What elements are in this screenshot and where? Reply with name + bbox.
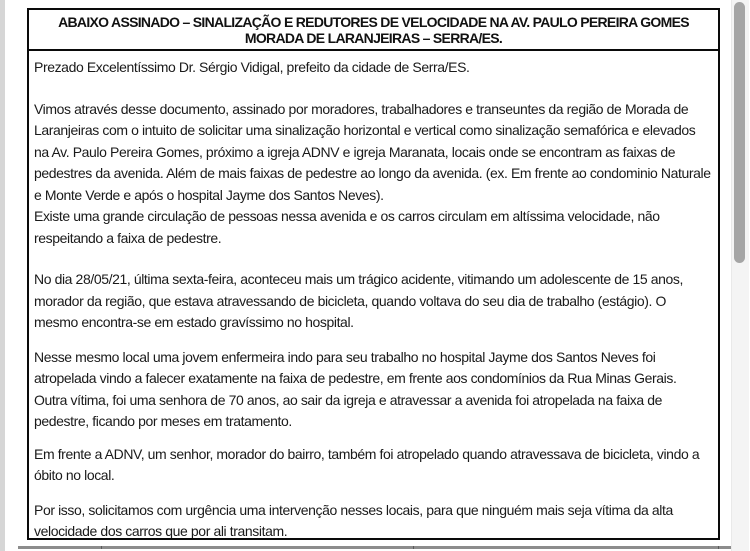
petition-document (27, 8, 720, 540)
document-body (29, 51, 718, 540)
table-column-divider (718, 546, 719, 549)
scrollbar[interactable] (731, 0, 749, 551)
signature-table-top-edge (18, 546, 748, 549)
paragraph-closing: Por isso, solicitamos com urgência uma intervenção nesses locais, para que ninguém mais seja vítima da alta velocidade dos carros que por ali transitam. (34, 501, 673, 539)
paragraph-circulation: Existe uma grande circulação de pessoas nessa avenida e os carros circulam em altíssima velocidade, não respeitando a faixa de pedestre. (34, 208, 660, 246)
paragraph-accident-man: Em frente a ADNV, um senhor, morador do bairro, também foi atropelado quando atravessava de bicicleta, vindo a óbito no local. (34, 445, 700, 483)
scrollbar-thumb[interactable] (734, 2, 745, 263)
title-line-2: MORADA DE LARANJEIRAS – SERRA/ES. (244, 30, 503, 46)
paragraph-request: Vimos através desse documento, assinado por moradores, trabalhadores e transeuntes da região de Morada de Laranjeiras com o intuito de solicitar uma sinalização horizontal e vertical como sinalização semafórica e elevados na Av. Paulo Pereira Gomes, próximo a igreja ADNV e igreja Maranata, locais onde se encontram as faixas de pedestres da avenida. Além de mais faixas de pedestre ao longo da avenida. (ex. Em frente ao condominio Naturale e Monte Verde e após o hospital Jayme dos Santos Neves). (34, 100, 711, 203)
paragraph-accident-nurse: Nesse mesmo local uma jovem enfermeira indo para seu trabalho no hospital Jayme dos Santos Neves foi atropelada vindo a falecer exatamente na faixa de pedestre, em frente aos condomínios da Rua Minas Gerais. Outra vítima, foi uma senhora de 70 anos, ao sair da igreja e atravessar a avenida foi atropelada na faixa de pedestre, ficando por meses em tratamento. (34, 348, 677, 429)
table-column-divider (413, 546, 414, 549)
document-title (29, 10, 718, 51)
paragraph-salutation: Prezado Excelentíssimo Dr. Sérgio Vidigal, prefeito da cidade de Serra/ES. (34, 59, 470, 75)
paragraph-accident-teen: No dia 28/05/21, última sexta-feira, aconteceu mais um trágico acidente, vitimando um adolescente de 15 anos, morador da região, que estava atravessando de bicicleta, quando voltava do seu dia de trabalho (estágio). O mesmo encontra-se em estado gravíssimo no hospital. (34, 271, 684, 330)
left-gutter (0, 0, 5, 551)
title-line-1: ABAIXO ASSINADO – SINALIZAÇÃO E REDUTORES DE VELOCIDADE NA AV. PAULO PEREIRA GOMES (58, 14, 689, 30)
table-column-divider (101, 546, 102, 549)
